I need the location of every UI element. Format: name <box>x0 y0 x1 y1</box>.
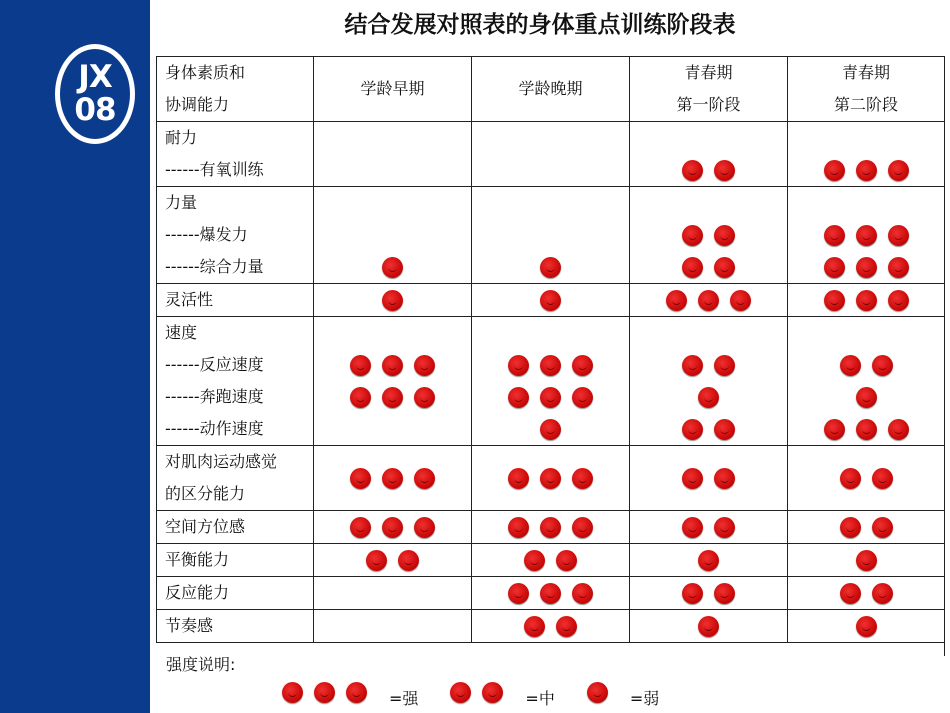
row-label-cell <box>157 284 314 317</box>
intensity-dot-icon <box>824 160 845 181</box>
row-label: 耐力 <box>165 128 198 147</box>
row-label-cell <box>157 317 314 446</box>
intensity-dots <box>320 284 465 316</box>
intensity-dots <box>682 462 735 494</box>
intensity-dot-icon <box>398 550 419 571</box>
intensity-dots <box>478 154 623 186</box>
intensity-dots <box>636 610 781 642</box>
intensity-cell <box>630 446 788 511</box>
intensity-dot-icon <box>856 257 877 278</box>
table-row <box>157 610 945 643</box>
row-label-cell <box>157 577 314 610</box>
table-header-row <box>157 57 945 122</box>
intensity-dots <box>320 251 465 283</box>
intensity-cell <box>630 122 788 187</box>
intensity-dot-icon <box>714 257 735 278</box>
legend-heading: 强度说明: <box>166 655 236 674</box>
intensity-cell <box>788 122 945 187</box>
intensity-dot-icon <box>872 468 893 489</box>
intensity-dot-icon <box>888 160 909 181</box>
column-header <box>630 57 788 122</box>
intensity-dot-icon <box>682 160 703 181</box>
blue-sidebar <box>0 0 150 713</box>
row-label: 对肌肉运动感觉 <box>165 452 278 471</box>
intensity-dots <box>794 251 938 283</box>
row-label: 节奏感 <box>165 616 214 635</box>
column-header-line: 青春期 <box>684 63 733 82</box>
intensity-cell <box>472 187 630 284</box>
intensity-cell <box>788 446 945 511</box>
column-header <box>314 57 472 122</box>
intensity-dots <box>794 610 938 642</box>
intensity-dot-icon <box>346 682 367 703</box>
logo-line-1: JX <box>78 59 112 95</box>
intensity-dot-icon <box>824 225 845 246</box>
intensity-dots <box>636 122 781 154</box>
intensity-dot-icon <box>682 583 703 604</box>
intensity-dot-icon <box>382 517 403 538</box>
intensity-dot-icon <box>856 160 877 181</box>
column-header-line: 身体素质和 <box>165 63 246 82</box>
intensity-dot-icon <box>350 387 371 408</box>
row-label-cell <box>157 187 314 284</box>
intensity-cell <box>788 317 945 446</box>
intensity-dot-icon <box>414 355 435 376</box>
intensity-dot-icon <box>682 257 703 278</box>
row-label: 的区分能力 <box>165 484 246 503</box>
intensity-dots <box>794 381 938 413</box>
intensity-dot-icon <box>840 468 861 489</box>
intensity-cell <box>314 284 472 317</box>
intensity-dot-icon <box>314 682 335 703</box>
intensity-dot-icon <box>856 290 877 311</box>
intensity-dots <box>636 381 781 413</box>
intensity-dots <box>794 349 938 381</box>
legend-row <box>282 676 691 709</box>
intensity-dot-icon <box>572 387 593 408</box>
intensity-dot-icon <box>482 682 503 703</box>
intensity-cell <box>788 544 945 577</box>
table-row <box>157 317 945 446</box>
table-row <box>157 511 945 544</box>
intensity-dot-icon <box>840 355 861 376</box>
intensity-dots <box>794 154 938 186</box>
intensity-dots <box>636 413 781 445</box>
intensity-dot-icon <box>572 583 593 604</box>
intensity-cell <box>788 284 945 317</box>
intensity-dot-icon <box>540 290 561 311</box>
intensity-dot-icon <box>714 583 735 604</box>
intensity-cell <box>472 544 630 577</box>
intensity-dots <box>794 511 938 543</box>
table-right-edge <box>944 56 950 656</box>
intensity-cell <box>314 446 472 511</box>
row-label: ------有氧训练 <box>165 160 264 179</box>
row-label-cell <box>157 511 314 544</box>
table-row <box>157 284 945 317</box>
intensity-dot-icon <box>682 419 703 440</box>
intensity-dot-icon <box>682 517 703 538</box>
intensity-dots <box>320 219 465 251</box>
column-header-line: 学龄晚期 <box>518 79 583 98</box>
intensity-dots <box>478 511 623 543</box>
intensity-dot-icon <box>540 517 561 538</box>
intensity-dots <box>320 610 465 642</box>
intensity-dot-icon <box>714 355 735 376</box>
intensity-dots <box>320 187 465 219</box>
intensity-dots <box>478 317 623 349</box>
intensity-dots <box>794 544 938 576</box>
intensity-dots <box>508 462 593 494</box>
intensity-dot-icon <box>888 419 909 440</box>
legend-label: =弱 <box>629 689 660 708</box>
intensity-dots <box>320 317 465 349</box>
intensity-dot-icon <box>350 468 371 489</box>
row-label: ------综合力量 <box>165 257 264 276</box>
intensity-dot-icon <box>414 387 435 408</box>
jx08-logo <box>55 44 135 144</box>
column-header-line: 第一阶段 <box>676 95 741 114</box>
row-label: 灵活性 <box>165 290 214 309</box>
intensity-dots <box>636 154 781 186</box>
row-label: 力量 <box>165 193 198 212</box>
intensity-cell <box>314 187 472 284</box>
intensity-dot-icon <box>856 387 877 408</box>
logo-line-2: 08 <box>74 92 116 128</box>
intensity-dot-icon <box>508 355 529 376</box>
intensity-dot-icon <box>872 583 893 604</box>
row-label-cell <box>157 122 314 187</box>
intensity-dot-icon <box>382 290 403 311</box>
row-label: ------动作速度 <box>165 419 264 438</box>
intensity-cell <box>314 544 472 577</box>
intensity-dot-icon <box>508 583 529 604</box>
intensity-dots <box>794 577 938 609</box>
intensity-dot-icon <box>508 468 529 489</box>
intensity-dot-icon <box>282 682 303 703</box>
intensity-cell <box>630 610 788 643</box>
column-header-line: 协调能力 <box>165 95 230 114</box>
row-label: 反应能力 <box>165 583 230 602</box>
intensity-dot-icon <box>840 583 861 604</box>
intensity-dot-icon <box>414 517 435 538</box>
intensity-cell <box>630 577 788 610</box>
intensity-dot-icon <box>698 616 719 637</box>
intensity-dot-icon <box>714 517 735 538</box>
intensity-dot-icon <box>540 419 561 440</box>
row-label: 空间方位感 <box>165 517 246 536</box>
intensity-dot-icon <box>856 550 877 571</box>
intensity-dot-icon <box>888 257 909 278</box>
intensity-dots <box>636 349 781 381</box>
intensity-dot-icon <box>350 355 371 376</box>
legend-label: =中 <box>525 689 555 708</box>
intensity-dot-icon <box>682 225 703 246</box>
intensity-dots <box>320 122 465 154</box>
intensity-dot-icon <box>382 355 403 376</box>
row-label: 平衡能力 <box>165 550 230 569</box>
intensity-dots <box>794 187 938 219</box>
intensity-dots <box>478 284 623 316</box>
table-row <box>157 187 945 284</box>
intensity-cell <box>472 122 630 187</box>
intensity-dots <box>478 413 623 445</box>
row-label-cell <box>157 446 314 511</box>
legend-dots <box>282 682 367 703</box>
intensity-cell <box>314 610 472 643</box>
intensity-cell <box>472 317 630 446</box>
intensity-cell <box>788 577 945 610</box>
intensity-cell <box>472 284 630 317</box>
intensity-dots <box>320 577 465 609</box>
table-row <box>157 544 945 577</box>
intensity-dots <box>794 284 938 316</box>
intensity-cell <box>630 317 788 446</box>
intensity-dots <box>478 187 623 219</box>
intensity-dots <box>320 544 465 576</box>
intensity-cell <box>630 544 788 577</box>
intensity-cell <box>630 187 788 284</box>
intensity-dots <box>350 462 435 494</box>
intensity-cell <box>630 511 788 544</box>
intensity-dot-icon <box>682 355 703 376</box>
intensity-dots <box>478 122 623 154</box>
row-label-cell <box>157 544 314 577</box>
intensity-cell <box>788 511 945 544</box>
column-header <box>788 57 945 122</box>
legend-label: =强 <box>389 689 419 708</box>
intensity-dot-icon <box>556 616 577 637</box>
intensity-cell <box>788 187 945 284</box>
intensity-cell <box>314 122 472 187</box>
intensity-dots <box>478 349 623 381</box>
legend-dots <box>450 682 503 703</box>
intensity-dot-icon <box>350 517 371 538</box>
intensity-dot-icon <box>540 583 561 604</box>
intensity-dots <box>636 251 781 283</box>
intensity-dots <box>636 187 781 219</box>
intensity-dot-icon <box>714 160 735 181</box>
intensity-dot-icon <box>414 468 435 489</box>
intensity-dots <box>478 544 623 576</box>
intensity-dots <box>636 544 781 576</box>
intensity-dot-icon <box>508 517 529 538</box>
intensity-dot-icon <box>888 290 909 311</box>
intensity-dot-icon <box>856 225 877 246</box>
intensity-dot-icon <box>824 419 845 440</box>
intensity-cell <box>472 577 630 610</box>
column-header <box>472 57 630 122</box>
table-row <box>157 577 945 610</box>
intensity-dots <box>478 381 623 413</box>
intensity-dot-icon <box>556 550 577 571</box>
intensity-dots <box>320 349 465 381</box>
intensity-dot-icon <box>572 517 593 538</box>
intensity-cell <box>472 610 630 643</box>
intensity-dots <box>794 413 938 445</box>
intensity-dot-icon <box>540 468 561 489</box>
column-header-line: 青春期 <box>841 63 890 82</box>
intensity-dot-icon <box>524 550 545 571</box>
intensity-dot-icon <box>382 387 403 408</box>
intensity-dots <box>478 610 623 642</box>
legend-dots <box>587 682 608 703</box>
intensity-cell <box>472 511 630 544</box>
intensity-dot-icon <box>666 290 687 311</box>
intensity-dot-icon <box>824 290 845 311</box>
intensity-dots <box>320 413 465 445</box>
intensity-dot-icon <box>714 225 735 246</box>
intensity-dots <box>840 462 893 494</box>
column-header <box>157 57 314 122</box>
intensity-dot-icon <box>714 419 735 440</box>
intensity-dot-icon <box>682 468 703 489</box>
row-label: 速度 <box>165 323 198 342</box>
intensity-dots <box>320 381 465 413</box>
intensity-dot-icon <box>698 290 719 311</box>
intensity-dot-icon <box>524 616 545 637</box>
intensity-dot-icon <box>714 468 735 489</box>
row-label-cell <box>157 610 314 643</box>
intensity-dots <box>636 284 781 316</box>
intensity-dots <box>794 122 938 154</box>
intensity-cell <box>630 284 788 317</box>
intensity-dots <box>478 219 623 251</box>
intensity-cell <box>788 610 945 643</box>
intensity-dot-icon <box>540 355 561 376</box>
intensity-dot-icon <box>872 355 893 376</box>
intensity-dot-icon <box>698 550 719 571</box>
intensity-dot-icon <box>872 517 893 538</box>
intensity-dots <box>478 251 623 283</box>
intensity-cell <box>314 577 472 610</box>
page-title: 结合发展对照表的身体重点训练阶段表 <box>344 11 736 38</box>
intensity-cell <box>472 446 630 511</box>
row-label: ------爆发力 <box>165 225 248 244</box>
intensity-dot-icon <box>366 550 387 571</box>
column-header-line: 学龄早期 <box>360 79 425 98</box>
table-row <box>157 446 945 511</box>
training-stage-table <box>156 56 945 643</box>
intensity-dots <box>636 511 781 543</box>
table-row <box>157 122 945 187</box>
intensity-dot-icon <box>587 682 608 703</box>
intensity-dot-icon <box>382 468 403 489</box>
intensity-dot-icon <box>540 387 561 408</box>
intensity-dot-icon <box>572 468 593 489</box>
intensity-dot-icon <box>730 290 751 311</box>
intensity-dots <box>636 219 781 251</box>
intensity-dot-icon <box>450 682 471 703</box>
intensity-dots <box>794 317 938 349</box>
intensity-dots <box>636 577 781 609</box>
row-label: ------奔跑速度 <box>165 387 264 406</box>
intensity-dots <box>478 577 623 609</box>
intensity-dot-icon <box>698 387 719 408</box>
intensity-dot-icon <box>856 616 877 637</box>
intensity-dot-icon <box>824 257 845 278</box>
intensity-dot-icon <box>572 355 593 376</box>
row-label: ------反应速度 <box>165 355 264 374</box>
intensity-dot-icon <box>508 387 529 408</box>
intensity-dot-icon <box>856 419 877 440</box>
intensity-dot-icon <box>382 257 403 278</box>
intensity-dot-icon <box>888 225 909 246</box>
intensity-dot-icon <box>840 517 861 538</box>
intensity-cell <box>314 317 472 446</box>
intensity-dots <box>636 317 781 349</box>
intensity-dots <box>320 154 465 186</box>
intensity-dots <box>794 219 938 251</box>
intensity-dots <box>320 511 465 543</box>
column-header-line: 第二阶段 <box>833 95 898 114</box>
intensity-cell <box>314 511 472 544</box>
intensity-dot-icon <box>540 257 561 278</box>
